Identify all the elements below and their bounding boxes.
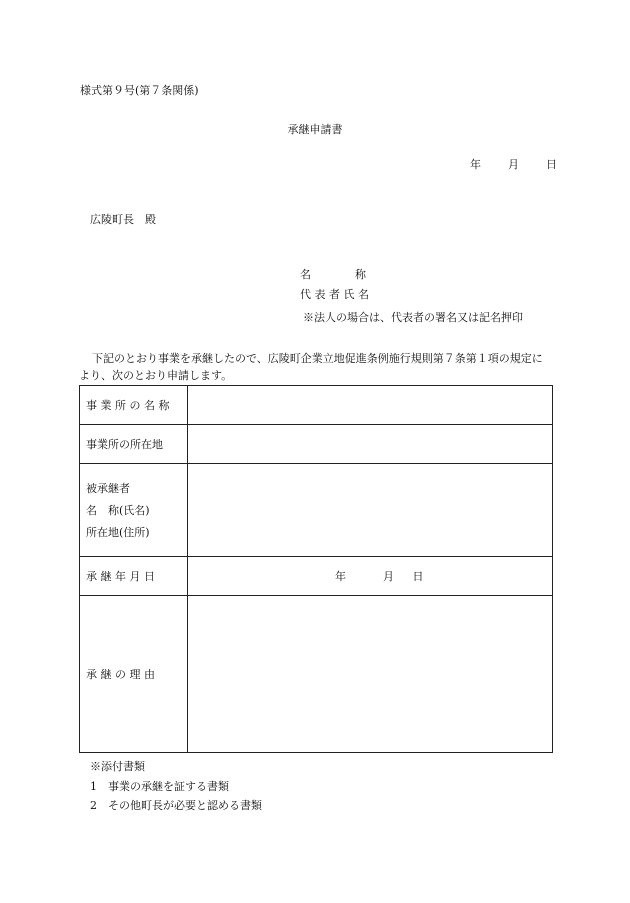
- attachment-number: 2: [90, 799, 97, 812]
- succession-year: 年: [335, 570, 346, 583]
- succession-date-label: 承 継 年 月 日: [80, 557, 188, 596]
- succession-month: 月: [383, 570, 394, 583]
- addressee: 広陵町長 殿: [90, 213, 156, 226]
- attachments-title: ※添付書類: [90, 760, 145, 773]
- succession-date-field[interactable]: [188, 557, 553, 596]
- succession-day: 日: [412, 570, 424, 583]
- predecessor-address-label: 所在地(住所): [86, 525, 150, 539]
- attachment-text: その他町長が必要と認める書類: [108, 799, 262, 812]
- corporation-note: ※法人の場合は、代表者の署名又は記名押印: [303, 311, 523, 324]
- application-date: [470, 156, 557, 172]
- form-number: 様式第９号(第７条関係): [80, 84, 199, 97]
- table-row: [80, 386, 553, 425]
- office-name-field[interactable]: [188, 386, 553, 425]
- date-month: 月: [508, 158, 519, 171]
- table-row: [80, 425, 553, 464]
- attachment-text: 事業の承継を証する書類: [108, 780, 229, 793]
- predecessor-title: 被承継者: [86, 481, 130, 495]
- office-location-label: 事業所の所在地: [80, 425, 188, 464]
- succession-reason-field[interactable]: [188, 596, 553, 753]
- predecessor-label: [80, 464, 188, 557]
- office-location-field[interactable]: [188, 425, 553, 464]
- attachment-number: 1: [90, 780, 97, 793]
- office-name-label: 事 業 所 の 名 称: [80, 386, 188, 425]
- table-row: [80, 596, 553, 753]
- predecessor-name-label: 名 称(氏名): [86, 503, 150, 517]
- table-row: [80, 464, 553, 557]
- body-paragraph: 下記のとおり事業を承継したので、広陵町企業立地促進条例施行規則第７条第１項の規定により、次のとおり申請します。: [79, 352, 543, 382]
- document-title: 承継申請書: [287, 123, 343, 136]
- date-day: 日: [546, 158, 557, 171]
- succession-reason-label: 承 継 の 理 由: [80, 596, 188, 753]
- table-row: [80, 557, 553, 596]
- predecessor-field[interactable]: [188, 464, 553, 557]
- date-year: 年: [470, 158, 481, 171]
- representative-name-label: 代 表 者 氏 名: [300, 288, 369, 301]
- application-table: [79, 385, 553, 753]
- attachment-item: [90, 778, 229, 794]
- attachment-item: [90, 797, 262, 813]
- applicant-name-label: 名 称: [300, 268, 366, 281]
